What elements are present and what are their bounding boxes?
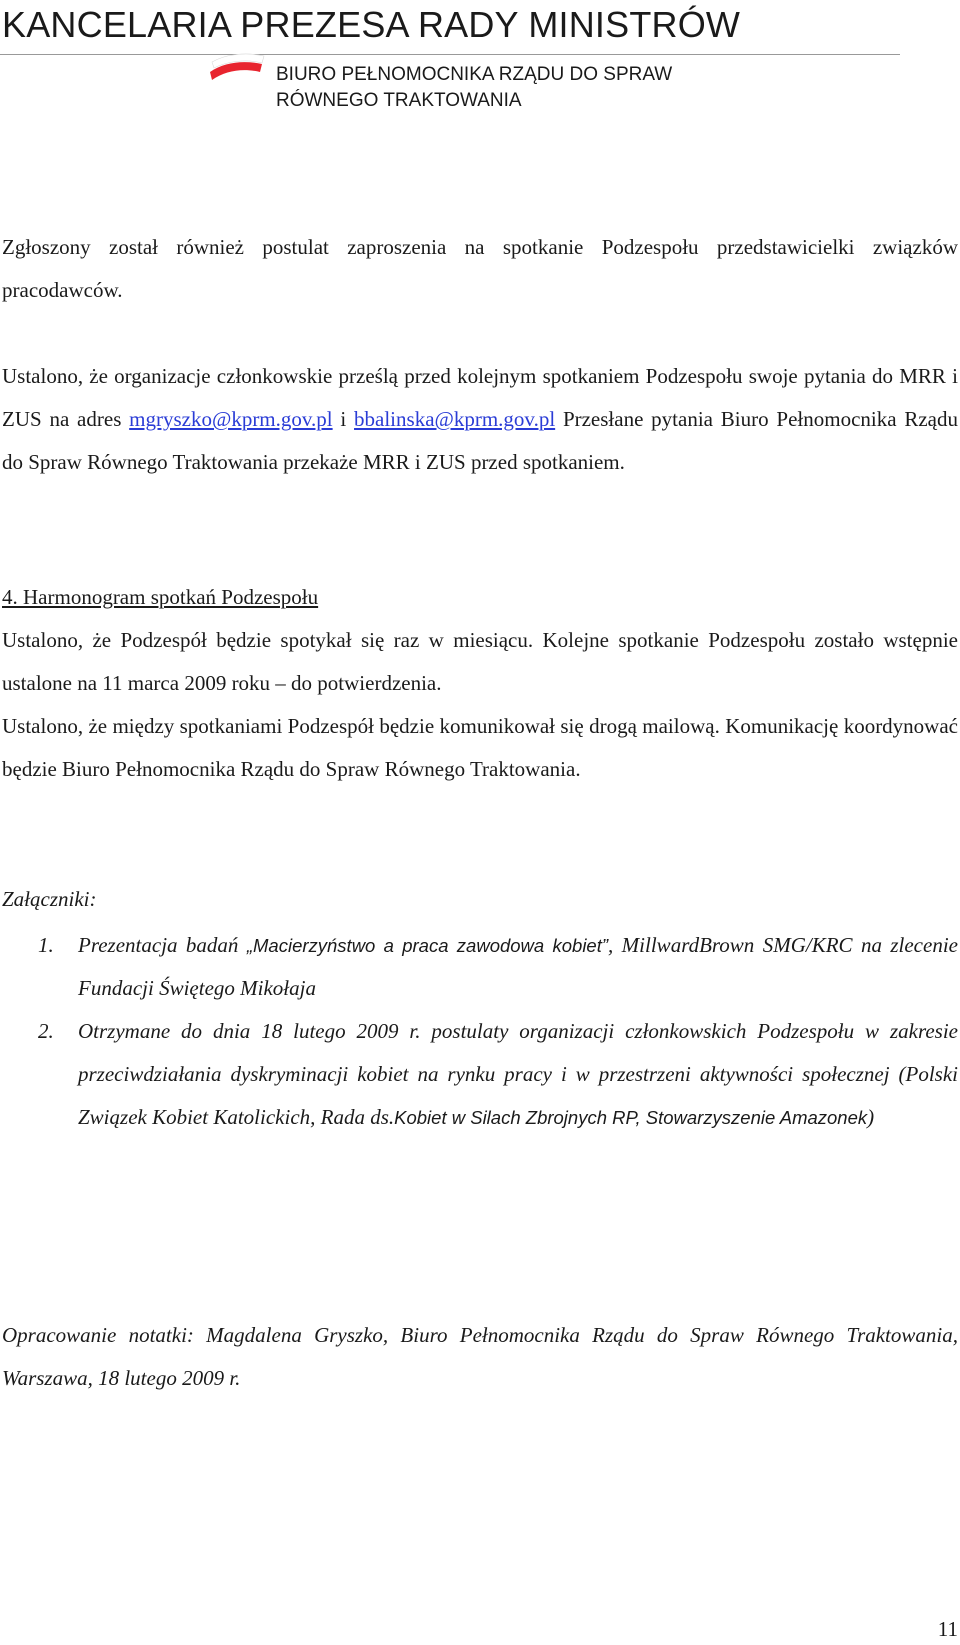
- paragraph-questions-submission: [2, 355, 958, 484]
- attachment-item: [2, 1010, 958, 1139]
- questions-text-end: Przesłane pytania Biuro Pełnomocnika Rządu do Spraw Równego Traktowania przekaże MRR i ZUS przed spotkaniem.: [2, 407, 958, 474]
- questions-text-mid: i: [332, 407, 355, 431]
- paragraph-employers-postulate: Zgłoszony został również postulat zaproszenia na spotkanie Podzespołu przedstawicielki związków pracodawców.: [2, 235, 958, 302]
- attachment-study-title: „Macierzyństwo a praca zawodowa kobiet”: [246, 935, 609, 956]
- attachments-heading: Załączniki:: [2, 887, 97, 911]
- email-link-mgryszko[interactable]: mgryszko@kprm.gov.pl: [129, 407, 333, 431]
- office-subtitle-line1: BIURO PEŁNOMOCNIKA RZĄDU DO SPRAW: [276, 64, 673, 85]
- email-link-bbalinska[interactable]: bbalinska@kprm.gov.pl: [354, 407, 556, 431]
- attachment-text: Otrzymane do dnia 18 lutego 2009 r. postulaty organizacji członkowskich Podzespołu w zakresie przeciwdziałania dyskryminacji kobiet na rynku pracy i w przestrzeni aktywności społecznej (Polski Związek Kobiet Katolickich, Rada ds.: [78, 1019, 958, 1129]
- attachment-organizations: Kobiet w Silach Zbrojnych RP, Stowarzyszenie Amazonek: [394, 1107, 868, 1128]
- header-divider: [0, 54, 900, 55]
- attachment-number: 1.: [38, 933, 54, 957]
- page-number: 11: [937, 1617, 958, 1641]
- paragraph-email-communication: Ustalono, że między spotkaniami Podzespół będzie komunikował się drogą mailową. Komunikację koordynować będzie Biuro Pełnomocnika Rządu do Spraw Równego Traktowania.: [2, 714, 958, 781]
- office-title: KANCELARIA PREZESA RADY MINISTRÓW: [2, 4, 741, 45]
- attachment-text-rest: ): [867, 1105, 875, 1129]
- author-note: Opracowanie notatki: Magdalena Gryszko, Biuro Pełnomocnika Rządu do Spraw Równego Traktowania, Warszawa, 18 lutego 2009 r.: [2, 1323, 958, 1390]
- attachments-list: [2, 924, 958, 1139]
- attachment-text: Prezentacja badań: [78, 933, 247, 957]
- attachment-number: 2.: [38, 1019, 54, 1043]
- section-heading-meeting-schedule: 4. Harmonogram spotkań Podzespołu: [2, 585, 319, 609]
- attachment-item: [2, 924, 958, 1010]
- paragraph-monthly-meetings: Ustalono, że Podzespół będzie spotykał się raz w miesiącu. Kolejne spotkanie Podzespołu zostało wstępnie ustalone na 11 marca 2009 roku – do potwierdzenia.: [2, 628, 958, 695]
- office-subtitle-line2: RÓWNEGO TRAKTOWANIA: [276, 90, 522, 111]
- office-subtitle: [276, 62, 672, 114]
- attachment-text-rest: , MillwardBrown SMG/KRC na zlecenie Fundacji Świętego Mikołaja: [78, 933, 958, 1000]
- polish-flag-logo-icon: [208, 50, 268, 86]
- questions-text-start: Ustalono, że organizacje członkowskie prześlą przed kolejnym spotkaniem Podzespołu swoje pytania do MRR i ZUS na adres: [2, 364, 958, 431]
